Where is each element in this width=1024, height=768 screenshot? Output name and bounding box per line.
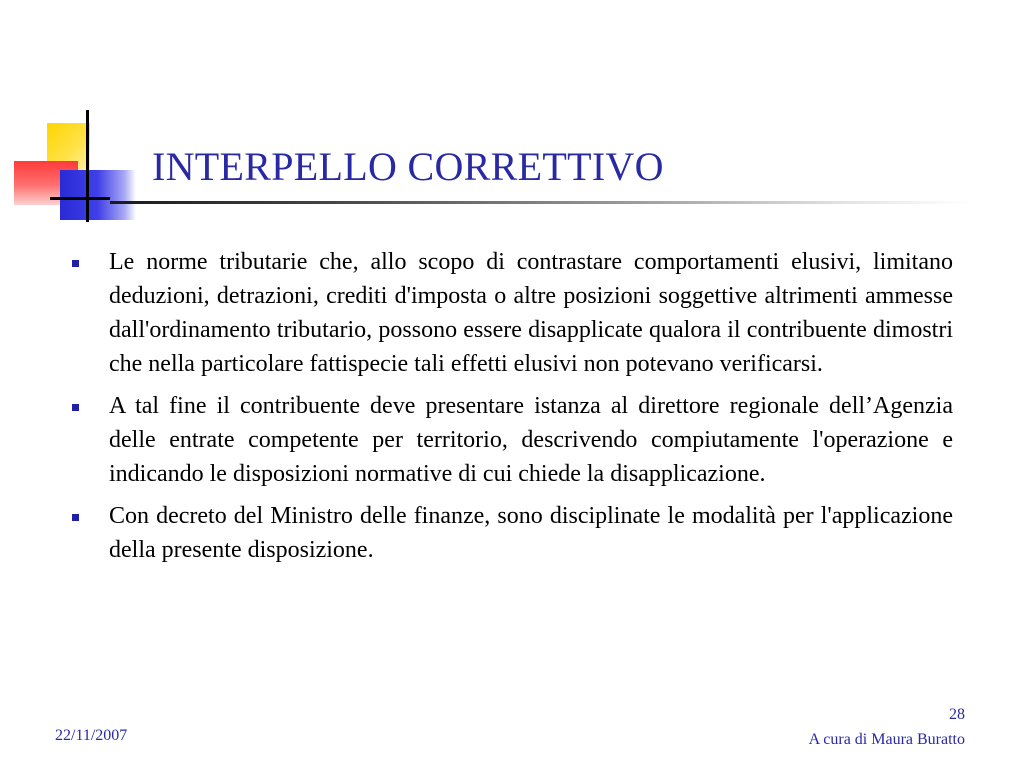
decorative-blue-square	[60, 170, 136, 220]
decorative-horizontal-line	[50, 197, 110, 200]
bullet-list	[72, 245, 953, 575]
bullet-square-icon	[72, 514, 79, 521]
bullet-item	[72, 499, 953, 567]
bullet-item	[72, 245, 953, 381]
title-underline	[110, 201, 970, 204]
bullet-item	[72, 389, 953, 491]
footer-author: A cura di Maura Buratto	[808, 731, 965, 748]
bullet-text: A tal fine il contribuente deve presentare istanza al direttore regionale dell’Agenzia delle entrate competente per territorio, descrivendo compiutamente l'operazione e indicando le disposizioni normative di cui chiede la disapplicazione.	[109, 393, 953, 487]
bullet-square-icon	[72, 404, 79, 411]
page-number: 28	[949, 706, 965, 723]
footer-date: 22/11/2007	[55, 727, 128, 744]
bullet-text: Le norme tributarie che, allo scopo di contrastare comportamenti elusivi, limitano deduzioni, detrazioni, crediti d'imposta o altre posizioni soggettive altrimenti ammesse dall'ordinamento tributario, possono essere disapplicate qualora il contribuente dimostri che nella particolare fattispecie tali effetti elusivi non potevano verificarsi.	[109, 249, 953, 377]
bullet-text: Con decreto del Ministro delle finanze, sono disciplinate le modalità per l'applicazione della presente disposizione.	[109, 503, 953, 563]
decorative-vertical-line	[86, 110, 89, 222]
bullet-square-icon	[72, 260, 79, 267]
slide-title: INTERPELLO CORRETTIVO	[152, 144, 664, 189]
